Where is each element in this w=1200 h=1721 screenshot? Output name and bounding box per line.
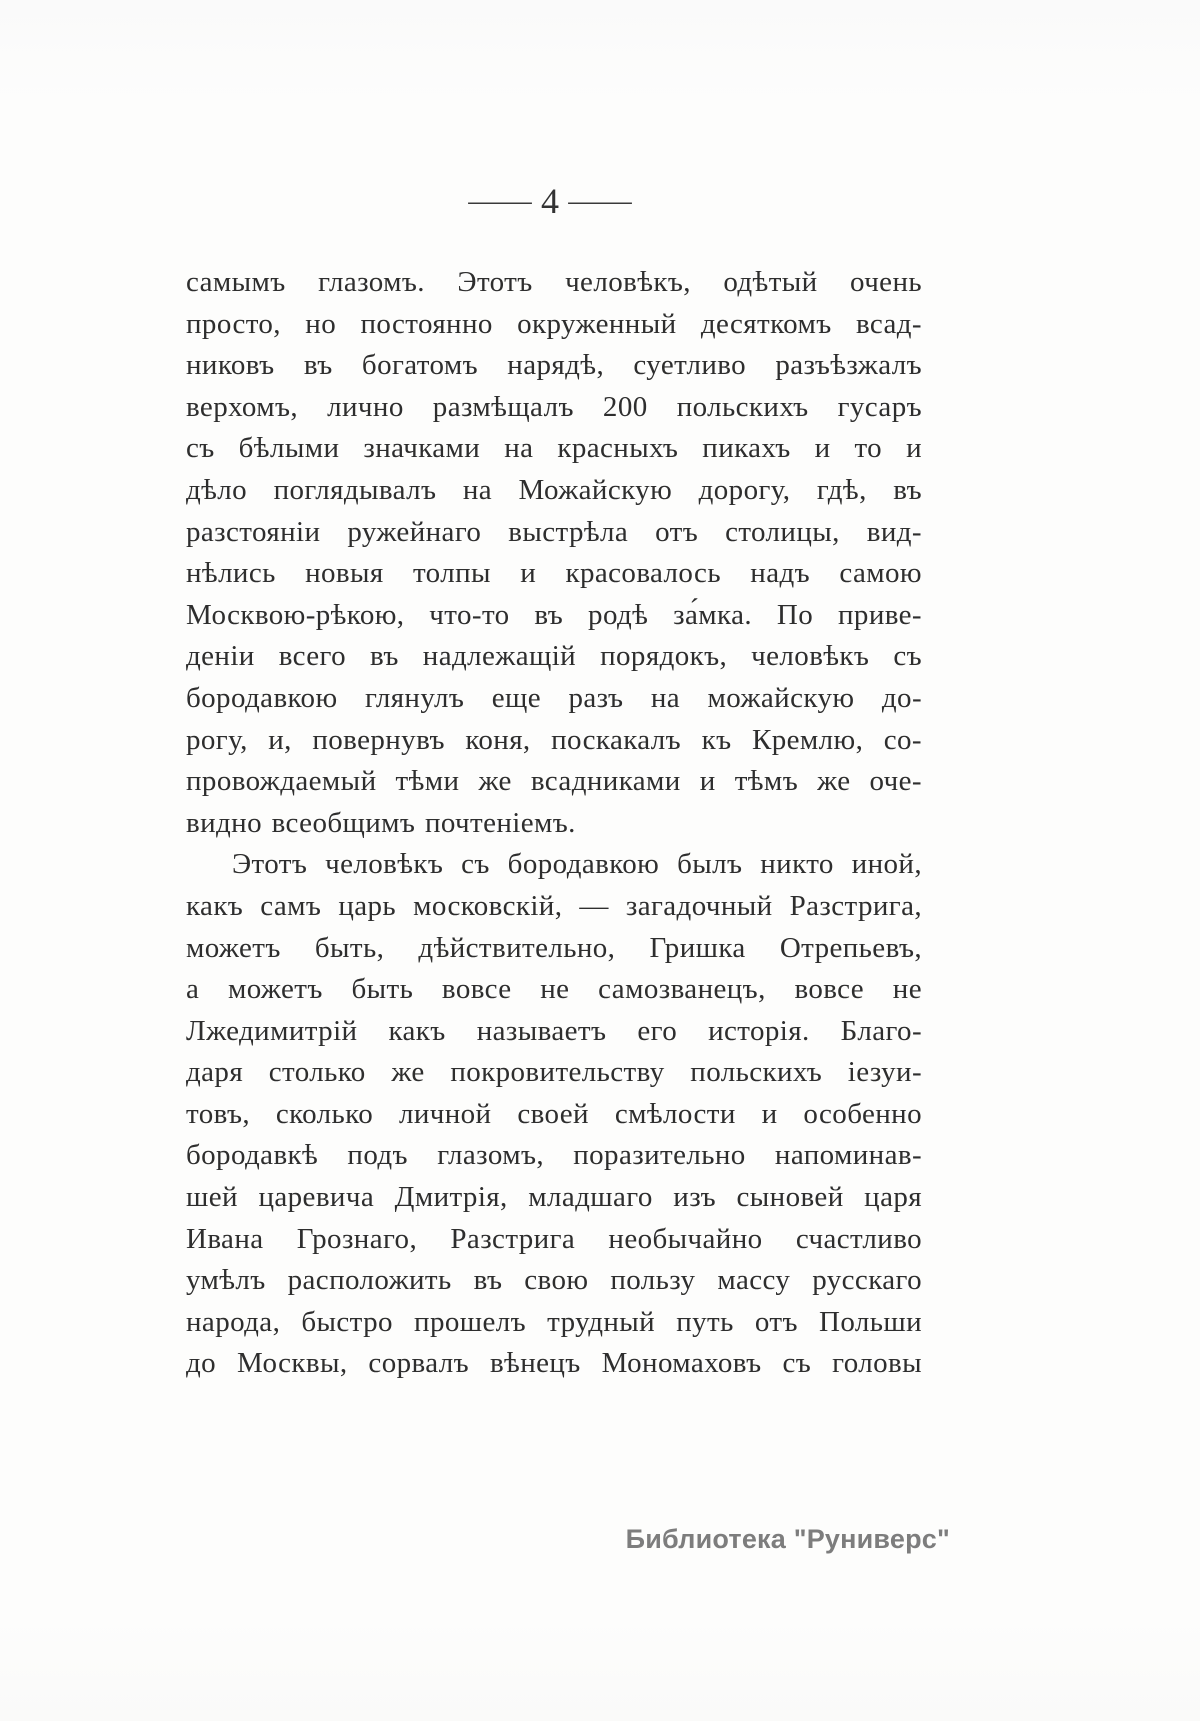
text-line: провождаемый тѣми же всадниками и тѣмъ же оче-	[186, 765, 922, 798]
text-line: бородавкѣ подъ глазомъ, поразительно напоминав-	[186, 1139, 922, 1172]
text-line: а можетъ быть вовсе не самозванецъ, вовсе не	[186, 973, 922, 1006]
text-line: бородавкою глянулъ еще разъ на можайскую до-	[186, 681, 922, 714]
text-line: нѣлись новыя толпы и красовалось надъ самою	[186, 557, 922, 590]
text-line: просто, но постоянно окруженный десяткомъ всад-	[186, 307, 922, 340]
page-number: 4	[541, 181, 559, 221]
text-line: Этотъ человѣкъ съ бородавкою былъ никто иной,	[232, 848, 922, 881]
text-line: какъ самъ царь московскій, — загадочный Разстрига,	[186, 889, 922, 922]
text-line: можетъ быть, дѣйствительно, Гришка Отрепьевъ,	[186, 931, 922, 964]
text-line: видно всеобщимъ почтеніемъ.	[186, 806, 576, 839]
text-line: рогу, и, повернувъ коня, поскакалъ къ Кремлю, со-	[186, 723, 922, 756]
header-dash-left: —	[468, 184, 532, 217]
text-line: до Москвы, сорвалъ вѣнецъ Мономаховъ съ головы	[186, 1347, 922, 1380]
text-line: дѣло поглядывалъ на Можайскую дорогу, гдѣ, въ	[186, 473, 922, 506]
text-line: самымъ глазомъ. Этотъ человѣкъ, одѣтый очень	[186, 266, 922, 298]
text-line: разстояніи ружейнаго выстрѣла отъ столицы, вид-	[186, 515, 922, 548]
text-line: шей царевича Дмитрія, младшаго изъ сыновей царя	[186, 1181, 922, 1214]
header-dash-right: —	[568, 184, 632, 217]
text-line: деніи всего въ надлежащій порядокъ, человѣкъ съ	[186, 640, 922, 673]
body-text	[186, 262, 922, 1385]
text-line: товъ, сколько личной своей смѣлости и особенно	[186, 1097, 922, 1130]
text-line: никовъ въ богатомъ нарядѣ, суетливо разъѣзжалъ	[186, 349, 922, 382]
text-line: Москвою-рѣкою, что-то въ родѣ за́мка. По приве-	[186, 598, 922, 631]
text-line: даря столько же покровительству польскихъ іезуи-	[186, 1056, 922, 1089]
page-header	[0, 183, 1100, 219]
text-line: умѣлъ расположить въ свою пользу массу русскаго	[186, 1264, 922, 1297]
text-line: народа, быстро прошелъ трудный путь отъ Польши	[186, 1305, 922, 1338]
text-line: съ бѣлыми значками на красныхъ пикахъ и то и	[186, 432, 922, 465]
text-line: верхомъ, лично размѣщалъ 200 польскихъ гусаръ	[186, 390, 922, 423]
text-line: Ивана Грознаго, Разстрига необычайно счастливо	[186, 1222, 922, 1255]
text-line: Лжедимитрій какъ называетъ его исторія. Благо-	[186, 1014, 922, 1047]
library-watermark: Библиотека "Руниверс"	[625, 1524, 950, 1554]
